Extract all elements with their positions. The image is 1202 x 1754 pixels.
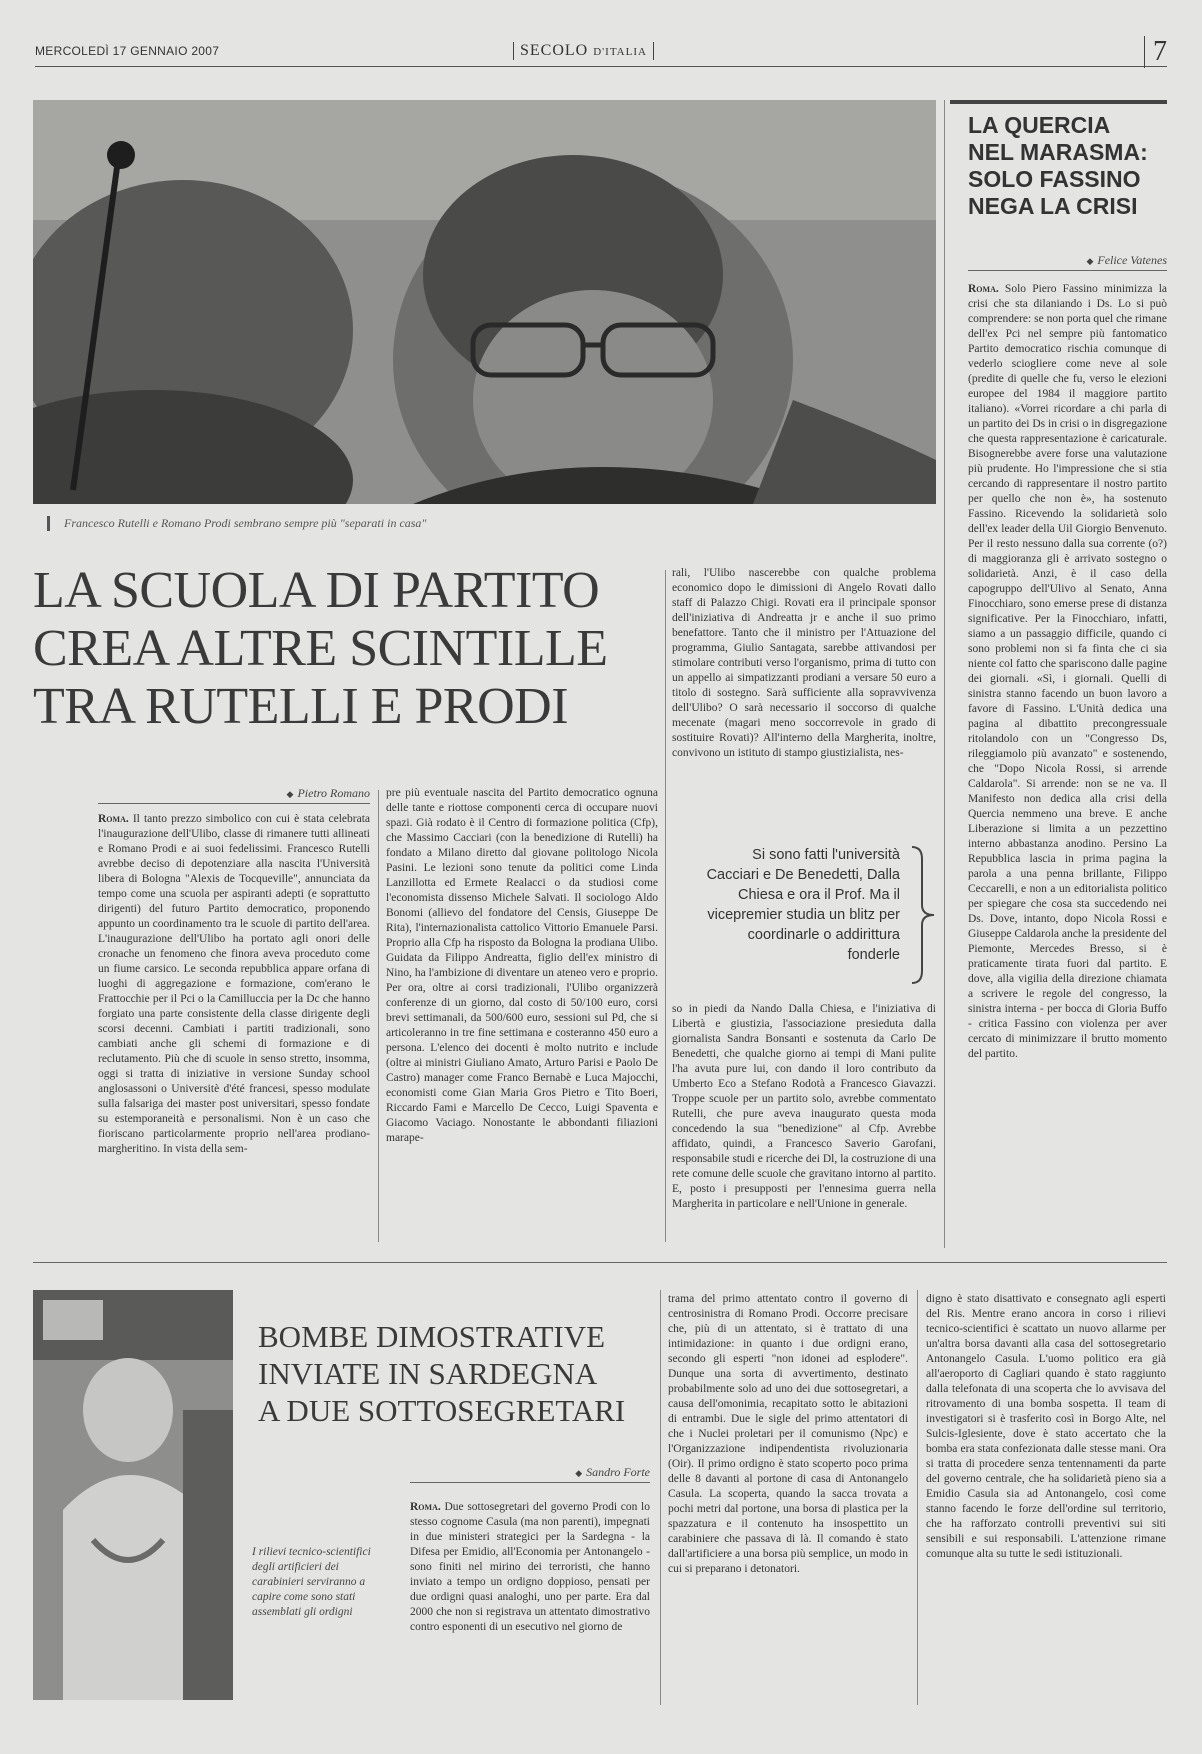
column-divider bbox=[665, 570, 666, 1242]
bottom-headline-line-2: INVIATE IN SARDEGNA bbox=[258, 1356, 598, 1391]
issue-date: MERCOLEDÌ 17 GENNAIO 2007 bbox=[35, 44, 220, 58]
column-divider bbox=[378, 790, 379, 1242]
column-divider bbox=[660, 1290, 661, 1705]
paper-name-main: SECOLO bbox=[520, 42, 589, 59]
side-headline-line-4: NEGA LA CRISI bbox=[968, 193, 1138, 219]
side-headline-line-1: LA QUERCIA bbox=[968, 112, 1111, 138]
bottom-byline: ◆ Sandro Forte bbox=[410, 1465, 650, 1483]
main-article-text-3a: rali, l'Ulibo nascerebbe con qualche problema economico dopo le dimissioni di Angelo Rovati dallo staff di Palazzo Chigi. Rovati era il principale sponsor dell'iniziativa di Andreatta jr e anche il suo primo benefattore. Tanto che il ministro per l'Attuazione del programma, Giulio Santagata, sarebbe attivandosi per stimolare contributi verso l'organismo, prima di tutto con un appello ai simpatizzanti prodiani a versare 50 euro a titolo di sostegno. Sarà sufficiente alla sopravvivenza dell'Ulibo? O sarà necessario il soccorso di qualche mecenate (magari meno soccorrevole in grado di sostituire Rovati)? All'interno della Margherita, inoltre, convivono un istituto di stampo giustizialista, nes- bbox=[672, 567, 936, 759]
main-article-text-2: pre più eventuale nascita del Partito democratico ognuna delle tante e riottose componenti cerca di occupare nuovi spazi. Già rodato è il Centro di formazione politica (Cfp), che Massimo Cacciari (con la benedizione di Rutelli) ha fondato a Milano diretto dal giovane politologo Nicola Pasini. Le lezioni sono tenute da politici come Linda Lanzillotta ed Ermete Realacci o da studiosi come l'economista dissenso Michele Salvati. Il sociologo Aldo Bonomi (allievo del fondatore del Censis, Giuseppe De Rita), l'internazionalista cattolico Vittorio Emanuele Parsi. Proprio alla Cfp ha risposto da Bologna la prodiana Ulibo. Guidata da Filippo Andreatta, figlio dell'ex ministro di Nino, ha l'ambizione di diventare un ateneo vero e proprio. Per ora, oltre ai corsi tradizionali, l'Ulibo organizzerà conferenze di un giorno, dal costo di 50/100 euro, corsi brevi settimanali, da 500/600 euro, sessioni sul Pd, che si articoleranno in tre fine settimana e costeranno 450 euro a persona. L'elenco dei docenti è molto nutrito e include (oltre ai ministri Giuliano Amato, Arturo Parisi e Paolo De Castro) manager come Franco Bernabè e Luca Majocchi, economisti come Gian Maria Gros Pietro e Tito Boeri, Riccardo Fami e Marcello De Cecco, Luigi Spaventa e Giacomo Vaciago. Nonostante le abbondanti filiazioni marape- bbox=[386, 787, 658, 1144]
main-article-column-3-top bbox=[672, 566, 936, 810]
side-dateline: Roma. bbox=[968, 283, 999, 295]
bottom-article-column-1 bbox=[410, 1500, 650, 1705]
bottom-headline-line-1: BOMBE DIMOSTRATIVE bbox=[258, 1319, 606, 1354]
bottom-article-column-2 bbox=[668, 1292, 908, 1705]
bottom-headline bbox=[258, 1318, 678, 1429]
paper-name bbox=[513, 42, 654, 60]
main-article-column-3-bottom bbox=[672, 1002, 936, 1242]
side-headline-line-2: NEL MARASMA: bbox=[968, 139, 1148, 165]
main-article-text-1: Il tanto prezzo simbolico con cui è stata celebrata l'inaugurazione dell'Ulibo, classe di rimanere tutti allineati e Romano Prodi e ai suoi fedelissimi. Francesco Rutelli avrebbe deciso di depotenziare alla nascita l'Università libera di Bologna "Alexis de Tocqueville", annunciata da tempo come una scuola per aspiranti adepti (e soprattutto dirigenti) del futuro Partito democratico, proponendo appunto un coordinamento tra le scuole di partito dell'area. L'inaugurazione dell'Ulibo ha portato agli onori delle cronache un fenomeno che finora aveva proceduto come un fiume carsico. Le seconda repubblica appare orfana di luoghi di aggregazione e formazione, com'erano le Frattocchie per il Pci o la Camilluccia per la Dc che hanno forgiato una parte consistente della classe dirigente degli scorsi decenni. Cambiati i partiti tradizionali, sono cambiati anche gli schemi di formazione e di reclutamento. Più che di scuole in senso stretto, insomma, oggi si tratta di iniziative in versione Sunday school anglosassoni o Universitè d'été francesi, spesso modulate sulla falsariga dei master post universitari, spesso fondate su estemporaneità e personalismi. Non è un caso che fioriscano particolarmente proprio nell'area prodiano-margheritino. In vista della sem- bbox=[98, 813, 370, 1155]
column-divider bbox=[917, 1290, 918, 1705]
bottom-dateline: Roma. bbox=[410, 1501, 441, 1513]
bottom-article-text-3: digno è stato disattivato e consegnato agli esperti del Ris. Mentre erano ancora in corso i rilievi tecnico-scientifici è scattato un nuovo allarme per un'altra borsa davanti alla casa del sottosegretario Antonangelo Casula. L'uomo politico era già all'aeroporto di Cagliari quando è stato raggiunto dalla telefonata di una scoperta che lo avvisava del ritrovamento di una bomba sospetta. Il team di investigatori si è trasferito così in Borgo Alte, nel Sulcis-Iglesiente, dove è stato accertato che la bomba era stata confezionata dalle stesse mani. Ora si tratta di procedere senza tentennamenti da parte del governo centrale, che ha solidarietà pieno sia a Emidio Casula sia ad Antonangelo, così come stanno facendo le forze dell'ordine sul territorio, che ha rafforzato controlli preventivi sui siti sensibili e sui responsabili. L'attenzione rimane comunque alta su tutte le sedi istituzionali. bbox=[926, 1293, 1166, 1560]
side-article-column bbox=[968, 282, 1167, 1244]
bottom-photo-illustration bbox=[33, 1290, 233, 1700]
bottom-headline-line-3: A DUE SOTTOSEGRETARI bbox=[258, 1393, 626, 1428]
bottom-article-text-1: Due sottosegretari del governo Prodi con lo stesso cognome Casula (ma non parenti), impegnati in due ministeri strategici per la Sardegna - la Difesa per Emidio, all'Economia per Antonangelo - sono finiti nel mirino dei terroristi, che hanno inviato a tempo un ordigno doppioso, pensati per due ordigni quasi analoghi, uno per parte. Era dal 2000 che non si registrava un attentato dimostrativo contro esponenti di un esecutivo nel giorno de bbox=[410, 1501, 650, 1633]
main-article-column-2 bbox=[386, 786, 658, 1242]
main-headline bbox=[33, 562, 653, 736]
main-byline: ◆ Pietro Romano bbox=[98, 786, 370, 804]
section-separator bbox=[33, 1262, 1167, 1263]
side-article-text: Solo Piero Fassino minimizza la crisi che sta dilaniando i Ds. Lo si può comprendere: se non porta quel che rimane dell'ex Pci nel sempre più fantomatico Partito democratico rischia comunque di vederlo sciogliere come neve al sole (predite di quelle che fu, verso le elezioni europee del 1984 il maggiore partito italiano). «Vorrei ricordare a chi parla di un partito dei Ds in crisi o in disgregazione che questa rappresentazione è caricaturale. Bisognerebbe avere forse una valutazione più prudente. Ho l'impressione che si stia cercando di rappresentare il nostro partito per quello che non è», ha sostenuto Fassino. Ricevendo la solidarietà solo dell'ex leader della Uil Giorgio Benvenuto. Per il resto nessuno dalla sua corrente (o?) di maggioranza gli è arrivato sostegno o solidarietà. Anzi, è il caso della capogruppo dell'Ulivo al Senato, Anna Finocchiaro, sono emerse prese di distanza significative. Per la Finocchiaro, infatti, siamo a un passaggio difficile, quando ci sono problemi non si fa finta che ci sia niente col fatto che spariscono dalle pagine dei giornali. «Sì, i giornali. Quelli di sinistra stanno facendo un buon lavoro a favore di Fassino. L'Unità dedica una pagina al dibattito precongressuale ritolandolo con un "Congresso Ds, rileggiamolo più avanzato" e sostenendo, che "Dopo Nicola Rossi, si arrende Caldarola". Si arrende: non se ne va. Il Manifesto non dedica alla crisi della Quercia nemmeno una breve. E anche Liberazione si limita a un pezzettino interno abbastanza anodino. Persino La Repubblica lascia in prima pagina la parola a una penna brillante, Filippo Ceccarelli, e non a un editorialista politico per spiegare che cosa sta succedendo nei Ds. Dove, intanto, dopo Nicola Rossi e Giuseppe Caldarola anche la presidente del Piemonte, Mercedes Bresso, si è praticamente tirata fuori dal partito. E dove, alla vigilia della direzione chiamata a scrivere le regole del congresso, la sinistra interna - per bocca di Gloria Buffo - critica Fassino con violenza per aver cercato di minimizzare il brutto momento del partito. bbox=[968, 283, 1167, 1060]
masthead bbox=[35, 36, 1167, 67]
pull-quote: Si sono fatti l'università Cacciari e De Benedetti, Dalla Chiesa e ora il Prof. Ma il vicepremier studia un blitz per coordinarle o addirittura fonderle bbox=[706, 847, 900, 963]
main-photo-illustration bbox=[33, 100, 936, 504]
main-headline-line-2: CREA ALTRE SCINTILLE bbox=[33, 620, 608, 677]
side-headline bbox=[968, 112, 1168, 220]
main-headline-line-3: TRA RUTELLI E PRODI bbox=[33, 678, 569, 735]
main-article-column-1 bbox=[98, 812, 370, 1242]
bottom-photo bbox=[33, 1290, 233, 1700]
page-number: 7 bbox=[1144, 36, 1167, 68]
main-photo-caption: Francesco Rutelli e Romano Prodi sembrano sempre più "separati in casa" bbox=[47, 516, 944, 531]
sidebar-divider bbox=[944, 100, 945, 1248]
main-photo bbox=[33, 100, 936, 504]
main-headline-line-1: LA SCUOLA DI PARTITO bbox=[33, 562, 600, 619]
brace-icon bbox=[908, 845, 938, 985]
bottom-article-text-2: trama del primo attentato contro il governo di centrosinistra di Romano Prodi. Occorre precisare che, più di un attentato, si è trattato di una intimidazione: in quanto i due ordigni erano, secondo gli esperti "non idonei ad esplodere". Dunque una sorta di avvertimento, destinato probabilmente solo ad uno dei due sottosegretari, a causa dell'omonimia, recapitato sotto le abitazioni di entrambi. Due le sigle del primo attentatori di che i Nuclei proletari per il comunismo (Npc) e l'Organizzazione indipendentista rivoluzionaria (Oir). Il primo ordigno è stato scoperto poco prima delle 8 davanti al portone di casa di Antonangelo Casula. La scoperta, quando la sacca trovata a pochi metri dal portone, una borsa di plastica per la spazzatura e il contenuto ha insospettito un carabiniere che passava di là. Il comando è stato dall'artificiere a una borsa più semplice, un modo in cui si preparano i detonatori. bbox=[668, 1293, 908, 1575]
bottom-photo-caption: I rilievi tecnico-scientifici degli artificieri dei carabinieri serviranno a capire come sono stati assemblati gli ordigni bbox=[252, 1545, 382, 1620]
sidebar-top-rule bbox=[950, 100, 1167, 104]
paper-name-small: D'ITALIA bbox=[593, 46, 647, 58]
side-byline: ◆ Felice Vatenes bbox=[968, 253, 1167, 271]
side-headline-line-3: SOLO FASSINO bbox=[968, 166, 1141, 192]
main-dateline: Roma. bbox=[98, 813, 129, 825]
bottom-article-column-3 bbox=[926, 1292, 1166, 1705]
main-article-text-3b: so in piedi da Nando Dalla Chiesa, e l'iniziativa di Libertà e giustizia, l'associazione presieduta dalla giornalista Sandra Bonsanti e sostenuta da Carlo De Benedetti, che qualche giorno ai tempi di Mani pulite l'ha avuta pure lui, con dando il loro contributo da Umberto Eco a Stefano Rodotà a Francesco Giavazzi. Troppe scuole per un partito solo, avrebbe commentato Rutelli, che pure aveva inaugurato questa moda concedendo la sua "benedizione" al Cfp. Avrebbe affidato, quindi, a Francesco Saverio Garofani, responsabile studi e ricerche dei Dl, la costruzione di una rete comune delle scuole che gravitano intorno al partito. E, posto i presupposti per l'ennesima guerra nella Margherita in particolare e nell'Unione in generale. bbox=[672, 1003, 936, 1210]
